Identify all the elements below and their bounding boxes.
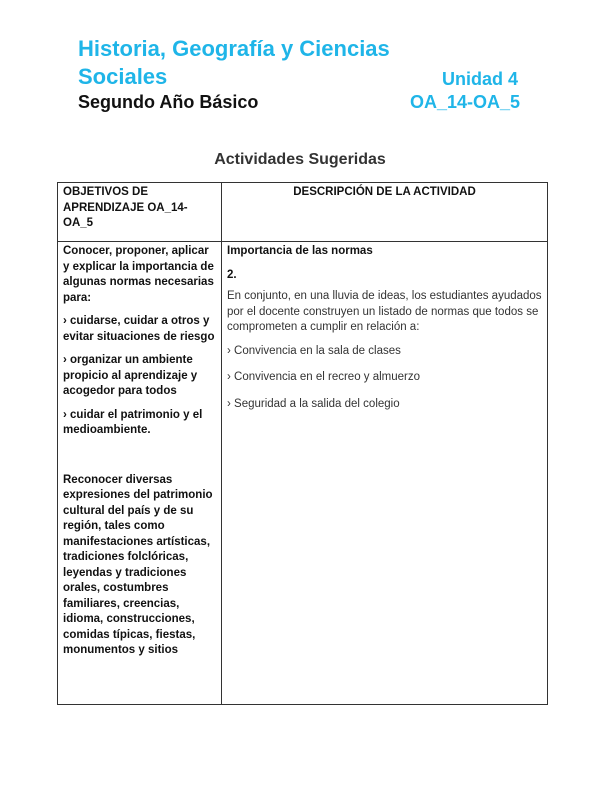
activity-number: 2. [227, 268, 237, 281]
objective-item: › cuidarse, cuidar a otros y evitar situaciones de riesgo [63, 315, 215, 343]
grade-label: Segundo Año Básico [78, 92, 259, 112]
objective-heritage: Reconocer diversas expresiones del patrimonio cultural del país y de su región, tales como manifestaciones artísticas, tradiciones folclóricas, leyendas y tradiciones orales, costumbres familiares, creencias, idioma, construcciones, comidas típicas, fiestas, monumentos y sitios [63, 473, 213, 656]
activity-description-cell [222, 242, 548, 705]
oa-code-label: OA_14-OA_5 [410, 92, 521, 112]
activity-item: › Convivencia en el recreo y almuerzo [227, 371, 421, 383]
table-row [58, 242, 548, 705]
activity-description: En conjunto, en una lluvia de ideas, los estudiantes ayudados por el docente construyen un listado de normas que todos se comprometen a cumplir en relación a: [227, 290, 542, 333]
objective-item: › cuidar el patrimonio y el medioambiente. [63, 408, 203, 436]
activity-title: Importancia de las normas [227, 245, 373, 257]
activity-item: › Seguridad a la salida del colegio [227, 397, 400, 410]
unit-label: Unidad 4 [442, 69, 519, 89]
activity-column-header: DESCRIPCIÓN DE LA ACTIVIDAD [222, 183, 548, 242]
activity-item: › Convivencia en la sala de clases [227, 344, 401, 357]
section-title: Actividades Sugeridas [214, 151, 386, 168]
subject-title-line-1: Historia, Geografía y Ciencias [78, 36, 390, 61]
objective-intro: Conocer, proponer, aplicar y explicar la importancia de algunas normas necesarias para: [63, 245, 214, 304]
activities-table [57, 182, 548, 705]
objectives-column-header: OBJETIVOS DE APRENDIZAJE OA_14-OA_5 [58, 183, 222, 242]
objective-item: › organizar un ambiente propicio al aprendizaje y acogedor para todos [63, 354, 198, 397]
objectives-cell [58, 242, 222, 705]
subject-title-line-2: Sociales [78, 64, 168, 89]
table-header-row [58, 183, 548, 242]
